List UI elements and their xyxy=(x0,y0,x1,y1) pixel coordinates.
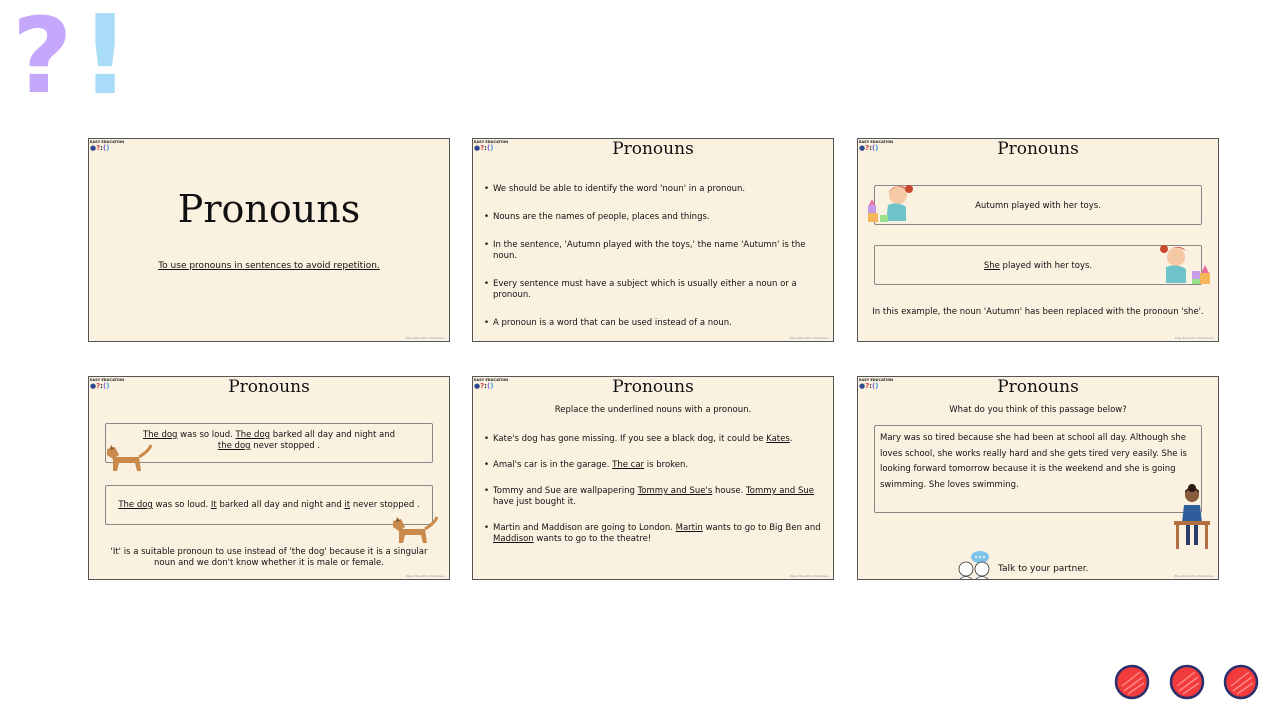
pronoun-sentence-box xyxy=(874,245,1202,285)
slide-footer: Easy Education Publishers xyxy=(1174,574,1214,578)
pronoun-word: She xyxy=(983,261,1000,271)
sentence-text: Martin and Maddison are going to London. xyxy=(493,523,676,533)
barking-dog-illustration xyxy=(385,513,441,547)
scribble-circle-decoration xyxy=(1169,664,1205,700)
passage-text: Mary was so tired because she had been at school all day. Although she loves school, she works really hard and she gets tired very easily. She is looking forward tomorrow because it is the weekend and she is going swimming. She loves swimming. xyxy=(880,433,1187,490)
sentence-text: is broken. xyxy=(644,460,689,470)
slide-thumbnail-1[interactable] xyxy=(88,138,450,342)
sentence-text: wants to go to Big Ben and xyxy=(702,523,821,533)
pronoun-sentence-rest: played with her toys. xyxy=(999,261,1093,271)
noun-underlined: the dog xyxy=(217,441,251,451)
example-sentence: Autumn played with her toys. xyxy=(975,201,1101,211)
easy-education-logo: EASY EDUCATION ●?:() xyxy=(90,378,125,390)
learning-objective: To use pronouns in sentences to avoid repetition. xyxy=(158,261,380,271)
sentence-text: house. xyxy=(712,486,747,496)
passage-box xyxy=(874,425,1202,513)
noun-underlined: Tommy and Sue xyxy=(746,486,814,496)
sentence-text: barked all day and night and xyxy=(216,500,345,510)
scribble-circle-decoration xyxy=(1114,664,1150,700)
explanation-note: In this example, the noun 'Autumn' has been replaced with the pronoun 'she'. xyxy=(872,307,1204,317)
noun-underlined: Tommy and Sue's xyxy=(637,486,713,496)
question-mark-decoration: ? xyxy=(12,0,73,117)
exercise-item xyxy=(493,486,825,508)
question-text: What do you think of this passage below? xyxy=(949,405,1127,415)
slide-thumbnail-2[interactable] xyxy=(472,138,834,342)
slide-thumbnail-5[interactable] xyxy=(472,376,834,580)
sentence-text: was so loud. xyxy=(177,430,236,440)
girl-at-desk-illustration xyxy=(1172,483,1212,551)
bullet-list xyxy=(483,184,825,342)
noun-underlined: Martin xyxy=(675,523,703,533)
girl-with-blocks-illustration xyxy=(866,179,918,225)
instruction-text: Replace the underlined nouns with a pronoun. xyxy=(554,405,752,415)
pronoun-sentence-box xyxy=(105,485,433,525)
easy-education-logo: EASY EDUCATION ●?:() xyxy=(90,140,125,152)
easy-education-logo: EASY EDUCATION ●?:() xyxy=(474,140,509,152)
exercise-item xyxy=(493,434,825,445)
exclamation-mark-decoration: ! xyxy=(80,0,131,119)
slide-title: Pronouns xyxy=(997,377,1079,397)
explanation-note: 'It' is a suitable pronoun to use instead of 'the dog' because it is a singular noun and we don't know whether it is male or female. xyxy=(110,547,428,568)
scribble-circle-decoration xyxy=(1223,664,1259,700)
example-sentence-box xyxy=(874,185,1202,225)
bullet-item: • Every sentence must have a subject which is usually either a noun or a pronoun. xyxy=(493,279,825,301)
pronoun-underlined: It xyxy=(210,500,217,510)
noun-underlined: The dog xyxy=(118,500,153,510)
sentence-text: Tommy and Sue are wallpapering xyxy=(493,486,638,496)
bullet-item: • Nouns are the names of people, places and things. xyxy=(493,212,825,223)
bullet-item: • In the sentence, 'Autumn played with the toys,' the name 'Autumn' is the noun. xyxy=(493,240,825,262)
easy-education-logo: EASY EDUCATION ●?:() xyxy=(474,378,509,390)
slide-title: Pronouns xyxy=(612,139,694,159)
girl-with-blocks-illustration xyxy=(1158,241,1214,289)
noun-underlined: Maddison xyxy=(493,534,534,544)
sentence-text: was so loud. xyxy=(152,500,211,510)
sentence-text: have just bought it. xyxy=(493,497,576,507)
easy-education-logo: EASY EDUCATION ●?:() xyxy=(859,378,894,390)
sentence-text: barked all day and night and xyxy=(270,430,396,440)
slide-title: Pronouns xyxy=(228,377,310,397)
sentence-text: Kate's dog has gone missing. If you see a black dog, it could be xyxy=(493,434,767,444)
talk-prompt: Talk to your partner. xyxy=(998,564,1089,574)
pronoun-underlined: it xyxy=(344,500,351,510)
easy-education-logo: EASY EDUCATION ●?:() xyxy=(859,140,894,152)
sentence-text: wants to go to the theatre! xyxy=(533,534,652,544)
barking-dog-illustration xyxy=(99,441,155,475)
slide-footer: Easy Education Publishers xyxy=(789,336,829,340)
exercise-list xyxy=(483,434,825,560)
bullet-item: • We should be able to identify the word 'noun' in a pronoun. xyxy=(493,184,825,195)
slide-thumbnail-4[interactable] xyxy=(88,376,450,580)
slide-footer: Easy Education Publishers xyxy=(405,574,445,578)
talking-heads-icon xyxy=(956,549,992,580)
noun-underlined: Kates xyxy=(766,434,790,444)
sentence-text: . xyxy=(789,434,793,444)
sentence-text: Amal's car is in the garage. xyxy=(493,460,613,470)
noun-underlined: The dog xyxy=(235,430,271,440)
sentence-text: never stopped . xyxy=(250,441,321,451)
noun-underlined: The dog xyxy=(142,430,178,440)
noun-underlined: The car xyxy=(612,460,645,470)
exercise-item xyxy=(493,523,825,545)
sentence-text: never stopped . xyxy=(350,500,420,510)
slide-footer: Easy Education Publishers xyxy=(1174,336,1214,340)
slide-thumbnail-3[interactable] xyxy=(857,138,1219,342)
slide-footer: Easy Education Publishers xyxy=(789,574,829,578)
slide-thumbnail-6[interactable] xyxy=(857,376,1219,580)
slide-title: Pronouns xyxy=(997,139,1079,159)
slide-title: Pronouns xyxy=(177,187,361,231)
exercise-item xyxy=(493,460,825,471)
slide-footer: Easy Education Publishers xyxy=(405,336,445,340)
bullet-item: • A pronoun is a word that can be used instead of a noun. xyxy=(493,318,825,329)
slide-title: Pronouns xyxy=(612,377,694,397)
